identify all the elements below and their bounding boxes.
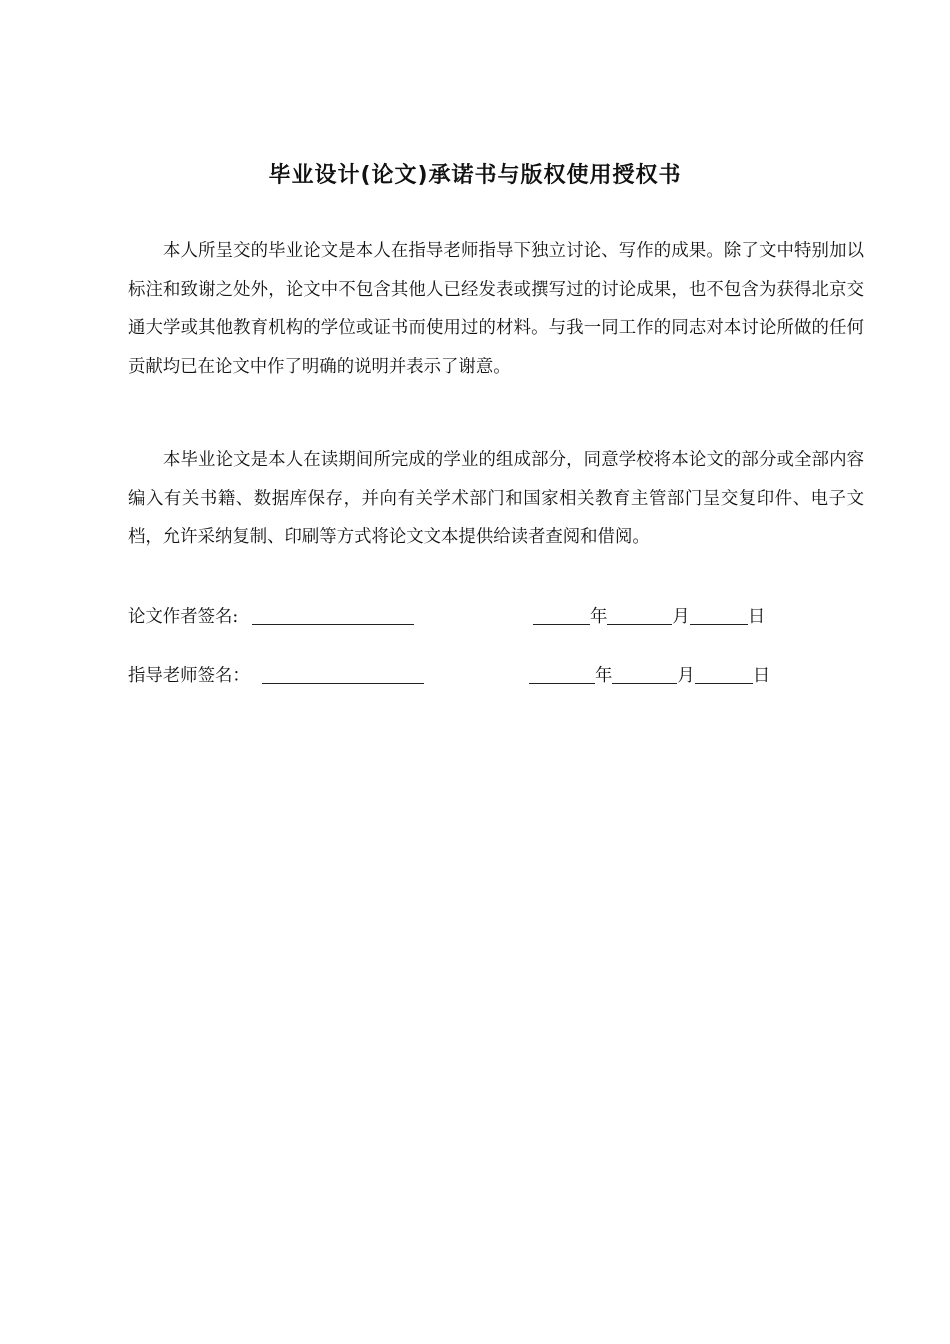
authorization-paragraph: 本毕业论文是本人在读期间所完成的学业的组成部分，同意学校将本论文的部分或全部内容编入有关书籍、数据库保存，并向有关学术部门和国家相关教育主管部门呈交复印件、电子文档，允许采纳复制、印刷等方式将论文文本提供给读者查阅和借阅。 <box>128 450 864 547</box>
advisor-day-unit: 日 <box>752 666 771 686</box>
author-year-blank[interactable] <box>533 602 590 625</box>
document-title: 毕业设计(论文)承诺书与版权使用授权书 <box>268 163 682 188</box>
author-day-blank[interactable] <box>690 602 748 625</box>
advisor-signature-label: 指导老师签名： <box>128 666 250 686</box>
author-month-unit: 月 <box>672 607 690 627</box>
advisor-year-unit: 年 <box>595 666 613 686</box>
advisor-date-field <box>529 661 770 691</box>
author-day-unit: 日 <box>747 607 766 627</box>
advisor-signature-line[interactable] <box>262 683 424 684</box>
advisor-year-blank[interactable] <box>529 661 595 684</box>
advisor-signature-row <box>128 661 864 691</box>
author-month-blank[interactable] <box>607 602 672 625</box>
advisor-month-unit: 月 <box>677 666 695 686</box>
advisor-month-blank[interactable] <box>612 661 677 684</box>
commitment-paragraph: 本人所呈交的毕业论文是本人在指导老师指导下独立讨论、写作的成果。除了文中特别加以标注和致谢之处外，论文中不包含其他人已经发表或撰写过的讨论成果，也不包含为获得北京交通大学或其他教育机构的学位或证书而使用过的材料。与我一同工作的同志对本讨论所做的任何贡献均已在论文中作了明确的说明并表示了谢意。 <box>128 241 864 377</box>
author-signature-row <box>128 602 864 632</box>
author-signature-line[interactable] <box>252 624 414 625</box>
author-year-unit: 年 <box>590 607 608 627</box>
advisor-day-blank[interactable] <box>695 661 753 684</box>
author-date-field <box>533 602 765 632</box>
author-signature-label: 论文作者签名: <box>128 607 239 627</box>
